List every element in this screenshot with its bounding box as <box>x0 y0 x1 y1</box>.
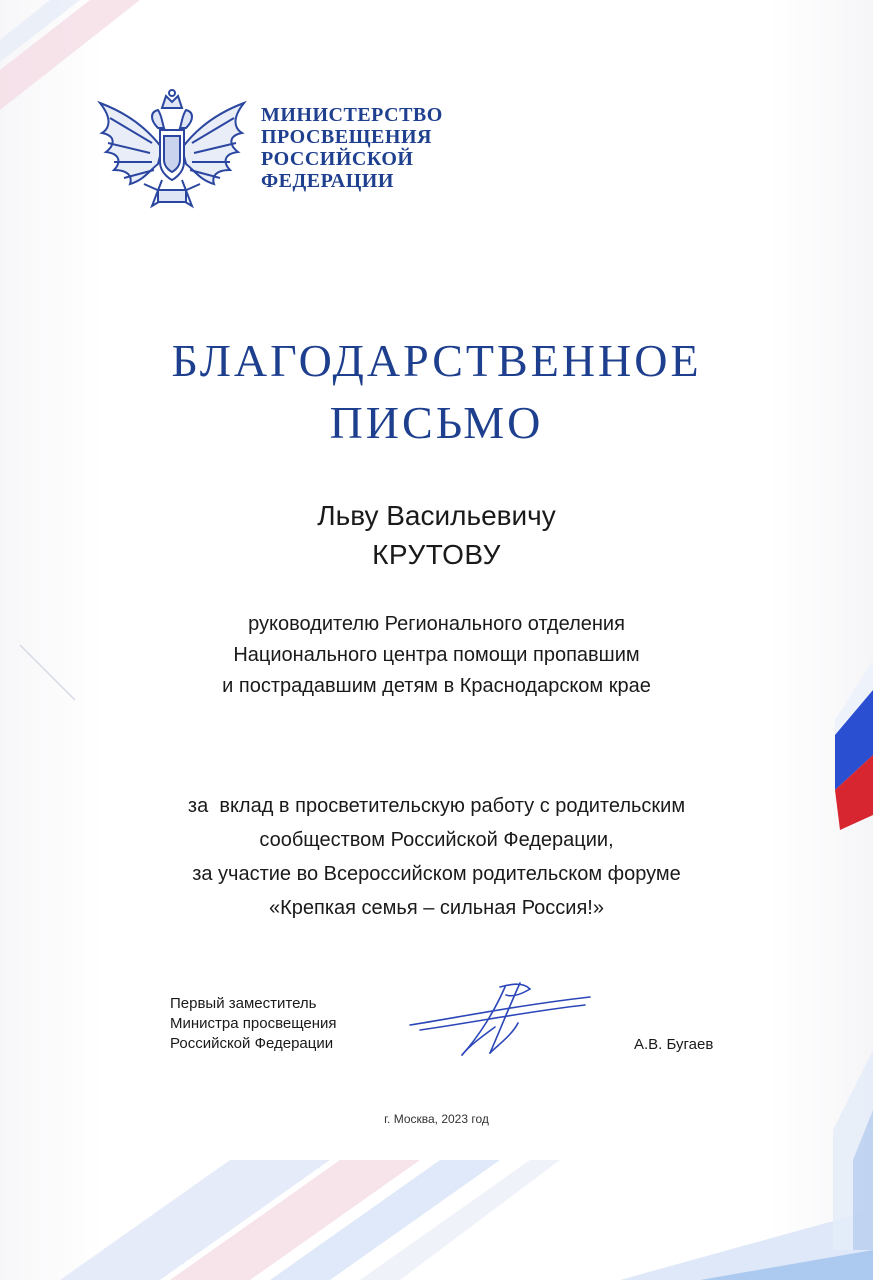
right-bottom-decor <box>833 1050 873 1250</box>
double-headed-eagle-emblem-icon <box>92 88 252 214</box>
bottom-decor <box>0 1150 873 1280</box>
signer-name: А.В. Бугаев <box>634 1036 714 1053</box>
ministry-line: ПРОСВЕЩЕНИЯ <box>261 126 432 148</box>
position-line: руководителю Регионального отделения <box>248 613 625 635</box>
reason-line: сообществом Российской Федерации, <box>259 829 614 851</box>
document-title-line1: БЛАГОДАРСТВЕННОЕ <box>171 335 702 386</box>
ministry-line: МИНИСТЕРСТВО <box>261 104 443 126</box>
signer-role-line: Министра просвещения <box>170 1015 337 1032</box>
ministry-name <box>261 104 443 192</box>
recipient-last-name: КРУТОВУ <box>372 539 501 570</box>
position-line: Национального центра помощи пропавшим <box>233 644 640 666</box>
recipient-position <box>0 609 873 702</box>
reason-line: за участие во Всероссийском родительском форуме <box>192 863 681 885</box>
reason-line: «Крепкая семья – сильная Россия!» <box>269 897 604 919</box>
reason-line: за вклад в просветительскую работу с родительским <box>187 795 686 817</box>
document-title-line2: ПИСЬМО <box>329 397 544 448</box>
recipient-first-name: Льву Васильевичу <box>317 500 556 531</box>
ministry-line: ФЕДЕРАЦИИ <box>261 170 394 192</box>
position-line: и пострадавшим детям в Краснодарском крае <box>222 675 651 697</box>
handwritten-signature <box>400 975 600 1065</box>
signer-role <box>170 994 337 1054</box>
signer-role-line: Первый заместитель <box>170 995 317 1012</box>
signer-role-line: Российской Федерации <box>170 1035 334 1052</box>
ministry-line: РОССИЙСКОЙ <box>261 148 414 170</box>
place-date: г. Москва, 2023 год <box>384 1112 489 1126</box>
award-reason <box>0 789 873 925</box>
